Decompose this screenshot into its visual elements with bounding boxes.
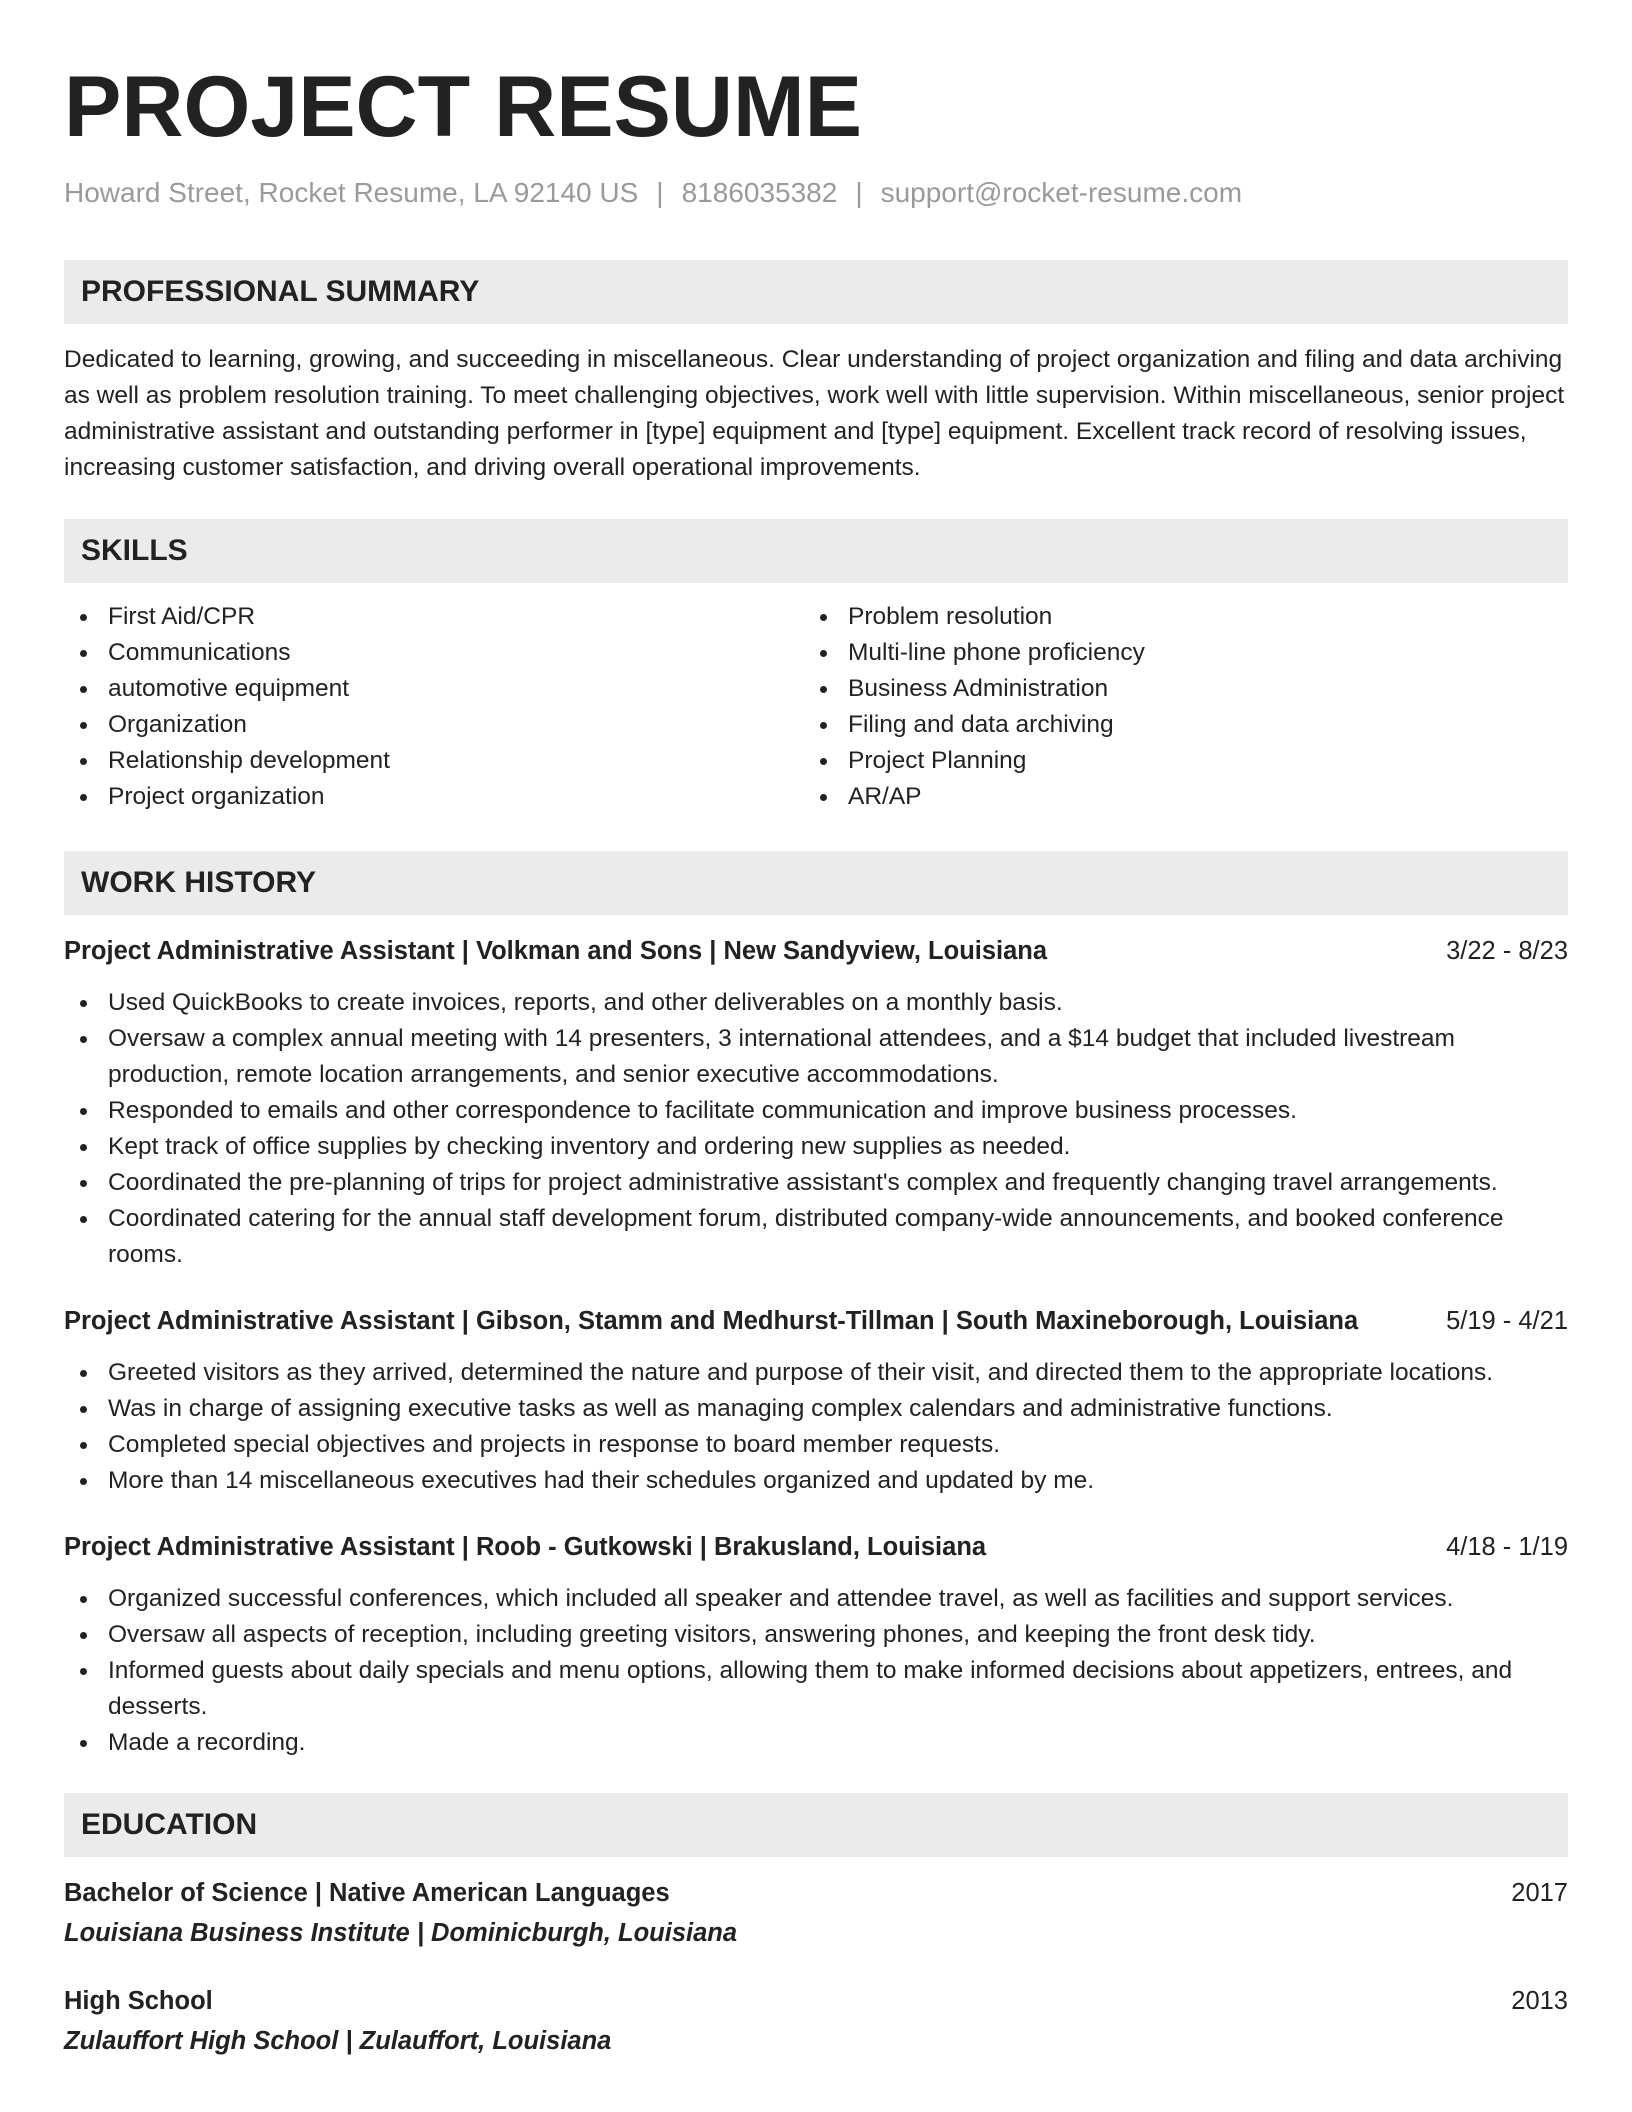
job-heading: Project Administrative Assistant | Gibson, Stamm and Medhurst-Tillman | South Maxineborough, Louisiana xyxy=(64,1306,1359,1335)
section-header-education: EDUCATION xyxy=(64,1793,1568,1857)
school: Zulauffort High School | Zulauffort, Louisiana xyxy=(64,2026,612,2055)
graduation-year: 2013 xyxy=(1511,1986,1568,2015)
job-bullets xyxy=(64,985,1568,1273)
phone: 8186035382 xyxy=(681,177,838,208)
summary-text: Dedicated to learning, growing, and succeeding in miscellaneous. Clear understanding of project organization and filing and data archiving as well as problem resolution training. To meet challenging objectives, work well with little supervision. Within miscellaneous, senior project administrative assistant and outstanding performer in [type] equipment and [type] equipment. Excellent track record of resolving issues, increasing customer satisfaction, and driving overall operational improvements. xyxy=(64,345,1565,481)
skill-item: Filing and data archiving xyxy=(804,707,1544,743)
job-bullet: Responded to emails and other correspondence to facilitate communication and improve business processes. xyxy=(64,1093,1568,1129)
job-bullet: More than 14 miscellaneous executives had their schedules organized and updated by me. xyxy=(64,1463,1568,1499)
job-bullets xyxy=(64,1355,1568,1499)
skill-item: Multi-line phone proficiency xyxy=(804,635,1544,671)
education-entry xyxy=(64,1875,1568,1951)
job-heading: Project Administrative Assistant | Volkman and Sons | New Sandyview, Louisiana xyxy=(64,936,1048,965)
skill-item: Business Administration xyxy=(804,671,1544,707)
job-dates: 4/18 - 1/19 xyxy=(1446,1532,1568,1561)
job-heading: Project Administrative Assistant | Roob - Gutkowski | Brakusland, Louisiana xyxy=(64,1532,987,1561)
skill-item: Project Planning xyxy=(804,743,1544,779)
skill-item: First Aid/CPR xyxy=(64,599,804,635)
job-bullet: Made a recording. xyxy=(64,1725,1568,1761)
job-dates: 3/22 - 8/23 xyxy=(1446,936,1568,965)
separator: | xyxy=(855,177,863,208)
skill-item: automotive equipment xyxy=(64,671,804,707)
address: Howard Street, Rocket Resume, LA 92140 US xyxy=(64,177,639,208)
school: Louisiana Business Institute | Dominicburgh, Louisiana xyxy=(64,1918,738,1947)
skill-item: Relationship development xyxy=(64,743,804,779)
degree: Bachelor of Science | Native American Languages xyxy=(64,1878,670,1907)
graduation-year: 2017 xyxy=(1511,1878,1568,1907)
skill-item: Problem resolution xyxy=(804,599,1544,635)
skills-column-left xyxy=(64,599,804,815)
job-heading-row xyxy=(64,1529,1568,1565)
skills-grid xyxy=(64,599,1568,815)
job-bullet: Organized successful conferences, which included all speaker and attendee travel, as well as facilities and support services. xyxy=(64,1581,1568,1617)
education-heading-row xyxy=(64,1983,1568,2019)
skill-item: AR/AP xyxy=(804,779,1544,815)
job-bullets xyxy=(64,1581,1568,1761)
education-entry xyxy=(64,1983,1568,2059)
job-heading-row xyxy=(64,933,1568,969)
degree: High School xyxy=(64,1986,213,2015)
job-bullet: Used QuickBooks to create invoices, reports, and other deliverables on a monthly basis. xyxy=(64,985,1568,1021)
section-header-summary: PROFESSIONAL SUMMARY xyxy=(64,260,1568,324)
separator: | xyxy=(656,177,664,208)
job-heading-row xyxy=(64,1303,1568,1339)
contact-line xyxy=(64,176,1568,210)
job-bullet: Was in charge of assigning executive tasks as well as managing complex calendars and administrative functions. xyxy=(64,1391,1568,1427)
skill-item: Communications xyxy=(64,635,804,671)
job-bullet: Oversaw a complex annual meeting with 14 presenters, 3 international attendees, and a $14 budget that included livestream production, remote location arrangements, and senior executive accommodations. xyxy=(64,1021,1568,1093)
skill-item: Organization xyxy=(64,707,804,743)
job-bullet: Oversaw all aspects of reception, including greeting visitors, answering phones, and keeping the front desk tidy. xyxy=(64,1617,1568,1653)
education-heading-row xyxy=(64,1875,1568,1911)
skills-column-right xyxy=(804,599,1544,815)
job-bullet: Greeted visitors as they arrived, determined the nature and purpose of their visit, and directed them to the appropriate locations. xyxy=(64,1355,1568,1391)
job-entry xyxy=(64,1303,1568,1499)
email: support@rocket-resume.com xyxy=(880,177,1243,208)
skill-item: Project organization xyxy=(64,779,804,815)
job-bullet: Completed special objectives and projects in response to board member requests. xyxy=(64,1427,1568,1463)
section-header-work-history: WORK HISTORY xyxy=(64,851,1568,915)
job-bullet: Coordinated catering for the annual staff development forum, distributed company-wide announcements, and booked conference rooms. xyxy=(64,1201,1568,1273)
job-dates: 5/19 - 4/21 xyxy=(1446,1306,1568,1335)
job-bullet: Coordinated the pre-planning of trips for project administrative assistant's complex and frequently changing travel arrangements. xyxy=(64,1165,1568,1201)
resume-title: PROJECT RESUME xyxy=(64,59,863,155)
section-header-skills: SKILLS xyxy=(64,519,1568,583)
job-entry xyxy=(64,1529,1568,1761)
job-bullet: Informed guests about daily specials and menu options, allowing them to make informed decisions about appetizers, entrees, and desserts. xyxy=(64,1653,1568,1725)
job-bullet: Kept track of office supplies by checking inventory and ordering new supplies as needed. xyxy=(64,1129,1568,1165)
job-entry xyxy=(64,933,1568,1273)
